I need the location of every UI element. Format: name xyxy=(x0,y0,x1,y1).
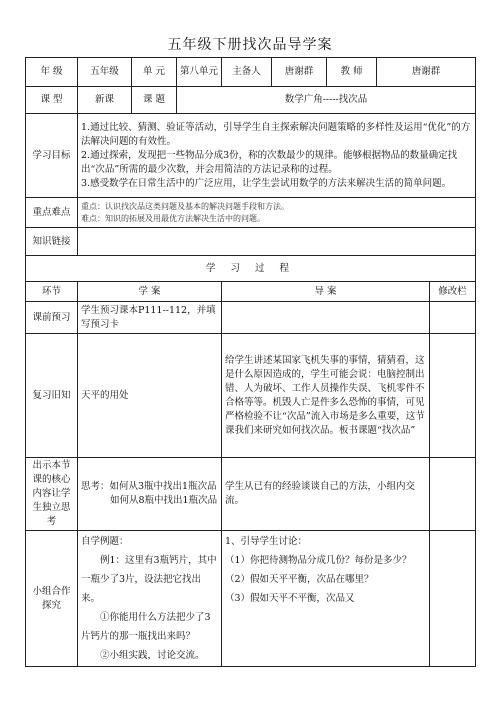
col-guide: 导 案 xyxy=(222,282,430,302)
unit-value: 第八单元 xyxy=(177,58,222,87)
process-row xyxy=(26,334,476,458)
keypoints-content xyxy=(78,198,476,228)
col-notes: 修改栏 xyxy=(430,282,476,302)
process-row xyxy=(26,458,476,531)
goal-3: 3.感受数学在日常生活中的广泛应用，让学生尝试用数学的方法来解决生活的简单问题。 xyxy=(81,177,452,189)
knowledge-row xyxy=(26,228,476,256)
keypoints-row xyxy=(26,198,476,228)
process-row xyxy=(26,302,476,334)
preparer-label: 主备人 xyxy=(222,58,272,87)
goal-2: 2.通过探索，发现把一些物品分成3份，称的次数最少的规律。能够根据物品的数量确定找出“次品”所需的最少次数，并会用简洁的方法记录称的过程。 xyxy=(81,149,458,175)
guide-group xyxy=(222,531,430,667)
knowledge-label: 知识链接 xyxy=(26,228,78,256)
guide-preview xyxy=(222,302,430,334)
stage-preview: 课前预习 xyxy=(26,302,78,334)
unit-label: 单 元 xyxy=(132,58,177,87)
goals-content xyxy=(78,114,476,198)
goal-1: 1.通过比较、猜测、验证等活动，引导学生自主探索解决问题策略的多样性及运用“优化”的方法解决问题的有效性。 xyxy=(81,121,471,147)
preparer-value: 唐谢群 xyxy=(272,58,327,87)
grade-label: 年 级 xyxy=(26,58,78,87)
goals-label: 学习目标 xyxy=(26,114,78,198)
study-line: ②小组实践，讨论交流。 xyxy=(100,650,205,661)
header-row xyxy=(26,58,476,87)
type-label: 课 型 xyxy=(26,87,78,114)
type-value: 新课 xyxy=(78,87,132,114)
study-line: 如何从8瓶中找出1瓶次品 xyxy=(110,495,218,506)
notes-preview xyxy=(430,302,476,334)
process-columns-row xyxy=(26,282,476,302)
key-point: 重点：认识找次品这类问题及基本的解决问题手段和方法。 xyxy=(81,201,289,211)
guide-line: 1、引导学生讨论： xyxy=(225,536,308,547)
teacher-value: 唐谢群 xyxy=(377,58,476,87)
study-review: 天平的用处 xyxy=(78,334,222,458)
stage-review: 复习旧知 xyxy=(26,334,78,458)
topic-value: 数学广角-----找次品 xyxy=(177,87,476,114)
notes-review xyxy=(430,334,476,458)
process-heading-row xyxy=(26,256,476,282)
guide-core: 学生从已有的经验谈谈自己的方法，小组内交流。 xyxy=(222,458,430,531)
lesson-row xyxy=(26,87,476,114)
study-line: 思考：如何从3瓶中找出1瓶次品 xyxy=(81,481,217,492)
study-core xyxy=(78,458,222,531)
notes-core xyxy=(430,458,476,531)
study-line: 例1：这里有3瓶钙片，其中一瓶少了3片，设法把它找出来。 xyxy=(81,555,217,604)
lesson-plan-table xyxy=(25,57,476,667)
study-group xyxy=(78,531,222,667)
notes-group xyxy=(430,531,476,667)
stage-group: 小组合作探究 xyxy=(26,531,78,667)
guide-line: （2）假如天平平衡，次品在哪里？ xyxy=(225,574,374,585)
col-study: 学 案 xyxy=(78,282,222,302)
goals-row xyxy=(26,114,476,198)
grade-value: 五年级 xyxy=(78,58,132,87)
study-line: ①你能用什么方法把少了3片钙片的那一瓶找出来吗？ xyxy=(81,612,211,642)
guide-line: （3）假如天平不平衡，次品又 xyxy=(225,593,355,604)
process-row xyxy=(26,531,476,667)
process-heading: 学 习 过 程 xyxy=(26,256,476,282)
guide-line: （1）你把待测物品分成几份？每份是多少？ xyxy=(225,555,412,566)
stage-core: 出示本节课的核心内容让学生独立思考 xyxy=(26,458,78,531)
topic-label: 课 题 xyxy=(132,87,177,114)
col-stage: 环节 xyxy=(26,282,78,302)
teacher-label: 教 师 xyxy=(327,58,377,87)
guide-review: 给学生讲述某国家飞机失事的事情，猜猜看，这是什么原因造成的，学生可能会说：电脑控制出错、人为破坏、工作人员操作失误、飞机零件不合格等等。机毁人亡是件多么恐怖的事情，可见严格检验不让“次品”流入市场是多么重要，这节课我们来研究如何找次品。板书课题“找次品” xyxy=(222,334,430,458)
page-title: 五年级下册找次品导学案 xyxy=(167,37,333,53)
hard-point: 难点：知识的拓展及用最优方法解决生活中的问题。 xyxy=(81,213,265,223)
keypoints-label: 重点难点 xyxy=(26,198,78,228)
study-preview: 学生预习课本P111--112，并填写预习卡 xyxy=(78,302,222,334)
knowledge-content xyxy=(78,228,476,256)
study-line: 自学例题： xyxy=(81,536,129,547)
